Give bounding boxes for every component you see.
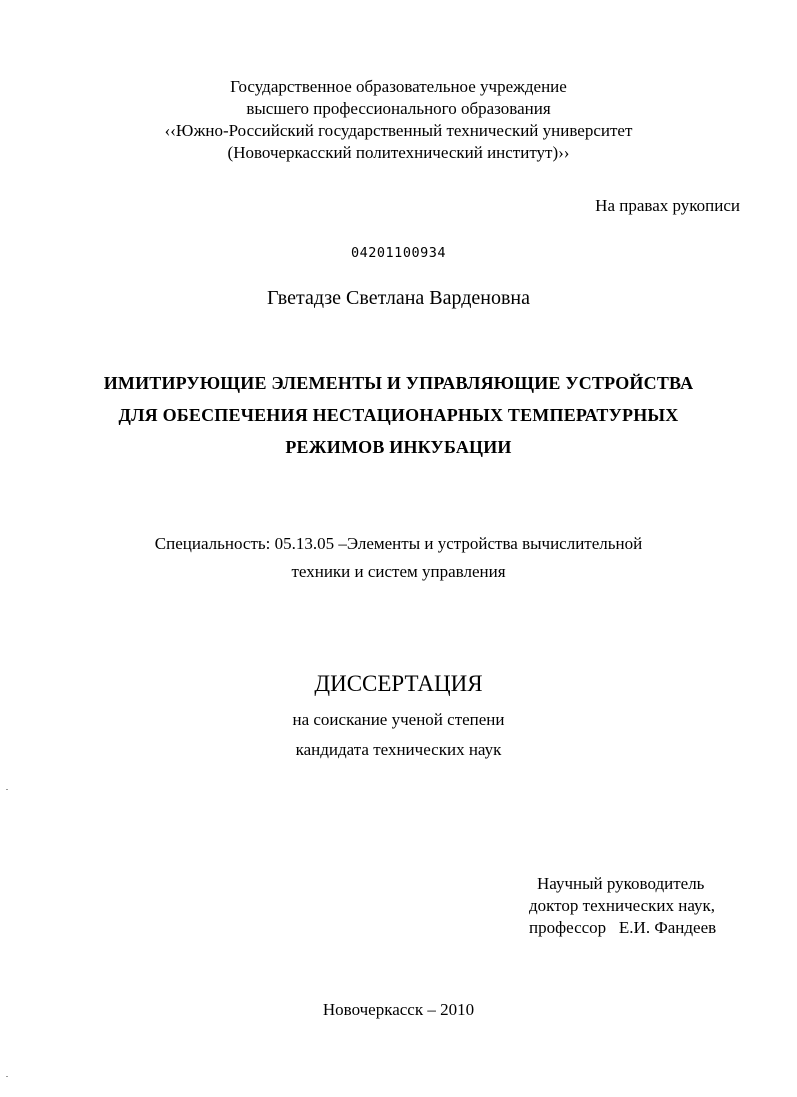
- supervisor-line-2: доктор технических наук,: [529, 896, 716, 915]
- title-line-1: ИМИТИРУЮЩИЕ ЭЛЕМЕНТЫ И УПРАВЛЯЮЩИЕ УСТРОЙСТВА: [103, 373, 694, 393]
- title-line-2: ДЛЯ ОБЕСПЕЧЕНИЯ НЕСТАЦИОНАРНЫХ ТЕМПЕРАТУРНЫХ: [118, 405, 679, 425]
- institution-line-2: высшего профессионального образования: [246, 99, 551, 118]
- manuscript-note: На правах рукописи: [595, 196, 740, 215]
- institution-line-3: ‹‹Южно-Российский государственный технический университет: [164, 121, 633, 140]
- document-type: ДИССЕРТАЦИЯ: [314, 671, 483, 696]
- degree-line-1: на соискание ученой степени: [292, 710, 505, 729]
- author-name: Гветадзе Светлана Варденовна: [266, 287, 531, 309]
- city-year: Новочеркасск – 2010: [322, 1000, 475, 1019]
- supervisor-line-1: Научный руководитель: [537, 874, 705, 893]
- specialty-line-1: Специальность: 05.13.05 –Элементы и устройства вычислительной: [154, 534, 643, 553]
- scan-speck: [6, 1076, 8, 1077]
- scan-speck: [6, 789, 8, 790]
- title-line-3: РЕЖИМОВ ИНКУБАЦИИ: [285, 437, 512, 457]
- registration-number: 04201100934: [351, 245, 446, 261]
- institution-line-4: (Новочеркасский политехнический институт)››: [227, 143, 570, 162]
- specialty-line-2: техники и систем управления: [291, 562, 506, 581]
- institution-line-1: Государственное образовательное учреждение: [230, 77, 567, 96]
- degree-line-2: кандидата технических наук: [295, 740, 502, 759]
- supervisor-line-3: профессор Е.И. Фандеев: [529, 918, 717, 937]
